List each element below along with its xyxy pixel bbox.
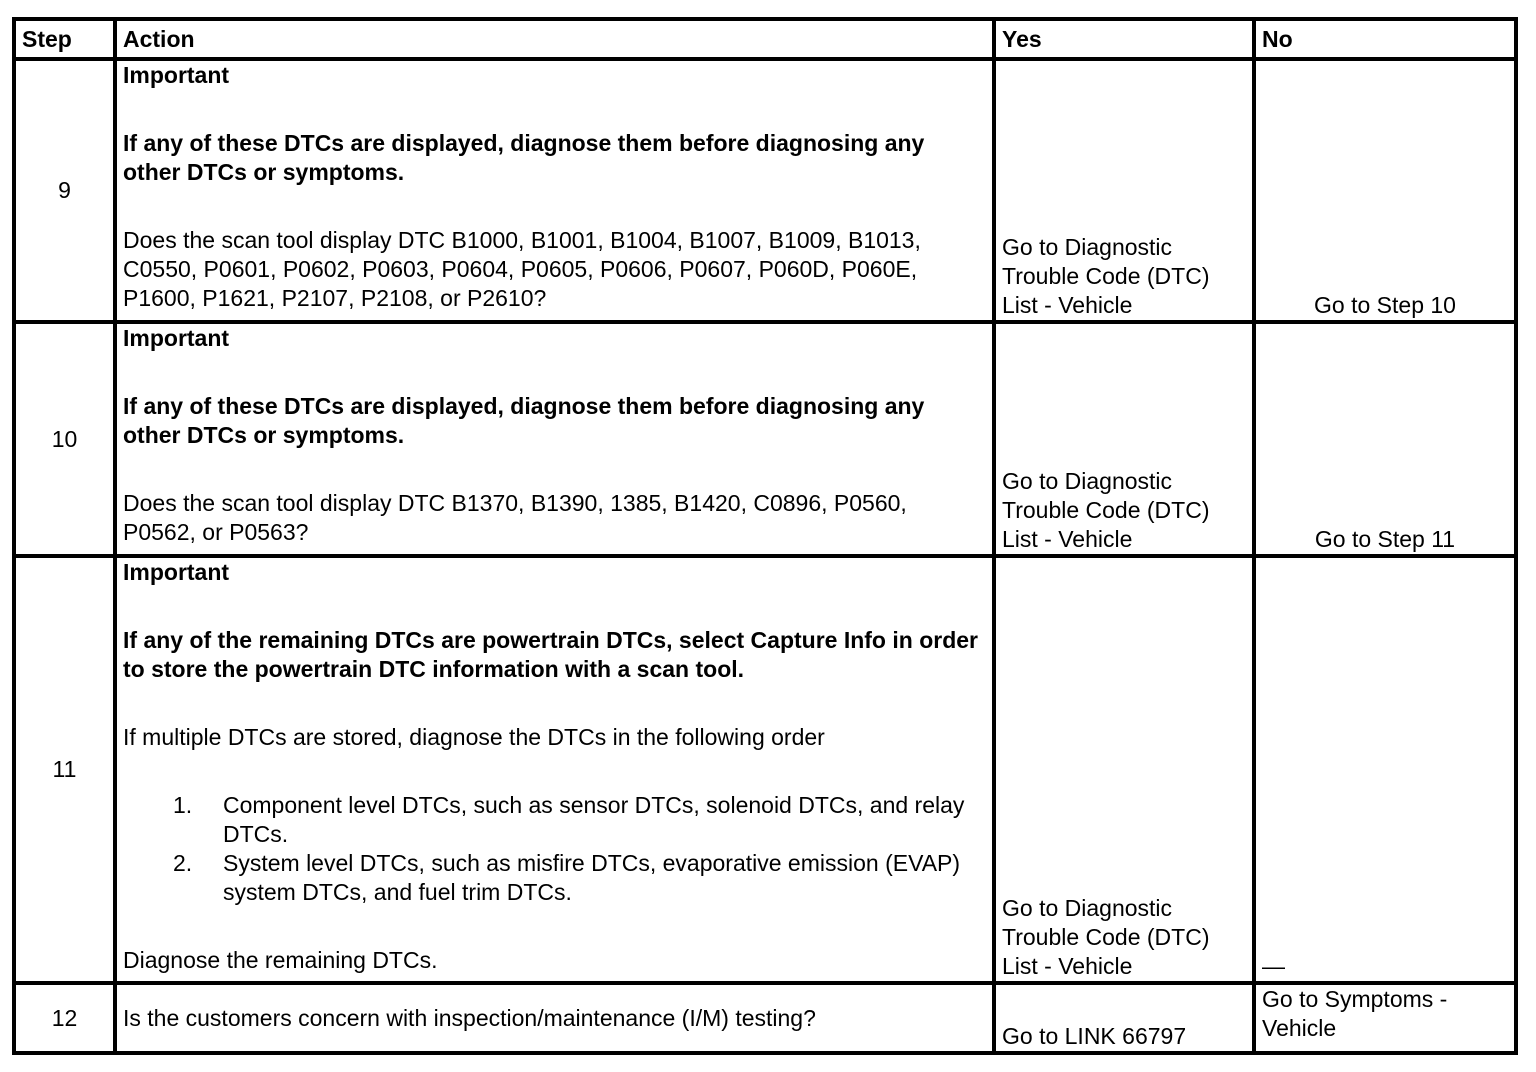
- no-link: —: [1254, 556, 1516, 983]
- important-warning: If any of the remaining DTCs are powertrain DTCs, select Capture Info in order to store the powertrain DTC information with a scan tool.: [123, 627, 978, 682]
- action-cell: [115, 556, 994, 983]
- important-label: Important: [123, 62, 230, 88]
- header-step: Step: [14, 19, 115, 59]
- yes-link[interactable]: Go to Diagnostic Trouble Code (DTC) List - Vehicle: [994, 556, 1254, 983]
- order-list: [123, 791, 986, 907]
- table-row-step-12: [14, 983, 1516, 1053]
- header-row: [14, 19, 1516, 59]
- action-cell: [115, 322, 994, 556]
- important-label: Important: [123, 325, 230, 351]
- yes-link[interactable]: Go to Diagnostic Trouble Code (DTC) List - Vehicle: [994, 59, 1254, 322]
- list-item-text: System level DTCs, such as misfire DTCs, evaporative emission (EVAP) system DTCs, and fuel trim DTCs.: [223, 850, 961, 905]
- important-warning: If any of these DTCs are displayed, diagnose them before diagnosing any other DTCs or symptoms.: [123, 393, 925, 448]
- table-row-step-10: [14, 322, 1516, 556]
- step-number: 10: [14, 322, 115, 556]
- order-intro: If multiple DTCs are stored, diagnose the DTCs in the following order: [123, 724, 825, 750]
- diagnostic-table-container: [12, 17, 1518, 1055]
- important-warning: If any of these DTCs are displayed, diagnose them before diagnosing any other DTCs or symptoms.: [123, 130, 925, 185]
- step-number: 12: [14, 983, 115, 1053]
- list-item: [173, 791, 986, 849]
- yes-link[interactable]: Go to LINK 66797: [994, 983, 1254, 1053]
- header-yes: Yes: [994, 19, 1254, 59]
- table-row-step-9: [14, 59, 1516, 322]
- list-item-number: 1.: [173, 792, 193, 818]
- list-item-text: Component level DTCs, such as sensor DTCs, solenoid DTCs, and relay DTCs.: [223, 792, 965, 847]
- action-cell: [115, 59, 994, 322]
- no-link[interactable]: Go to Symptoms - Vehicle: [1254, 983, 1516, 1053]
- yes-link[interactable]: Go to Diagnostic Trouble Code (DTC) List - Vehicle: [994, 322, 1254, 556]
- list-item-number: 2.: [173, 850, 193, 876]
- step-number: 9: [14, 59, 115, 322]
- action-question: Is the customers concern with inspection/maintenance (I/M) testing?: [115, 983, 994, 1053]
- diagnostic-table: [12, 17, 1518, 1055]
- action-question: Does the scan tool display DTC B1000, B1001, B1004, B1007, B1009, B1013, C0550, P0601, P0602, P0603, P0604, P0605, P0606, P0607, P060D, P060E, P1600, P1621, P2107, P2108, or P2610?: [123, 227, 921, 311]
- final-instruction: Diagnose the remaining DTCs.: [123, 947, 438, 973]
- no-link[interactable]: Go to Step 11: [1254, 322, 1516, 556]
- header-action: Action: [115, 19, 994, 59]
- action-question: Does the scan tool display DTC B1370, B1390, 1385, B1420, C0896, P0560, P0562, or P0563?: [123, 490, 907, 545]
- no-link[interactable]: Go to Step 10: [1254, 59, 1516, 322]
- header-no: No: [1254, 19, 1516, 59]
- important-label: Important: [123, 559, 230, 585]
- step-number: 11: [14, 556, 115, 983]
- list-item: [173, 849, 986, 907]
- table-row-step-11: [14, 556, 1516, 983]
